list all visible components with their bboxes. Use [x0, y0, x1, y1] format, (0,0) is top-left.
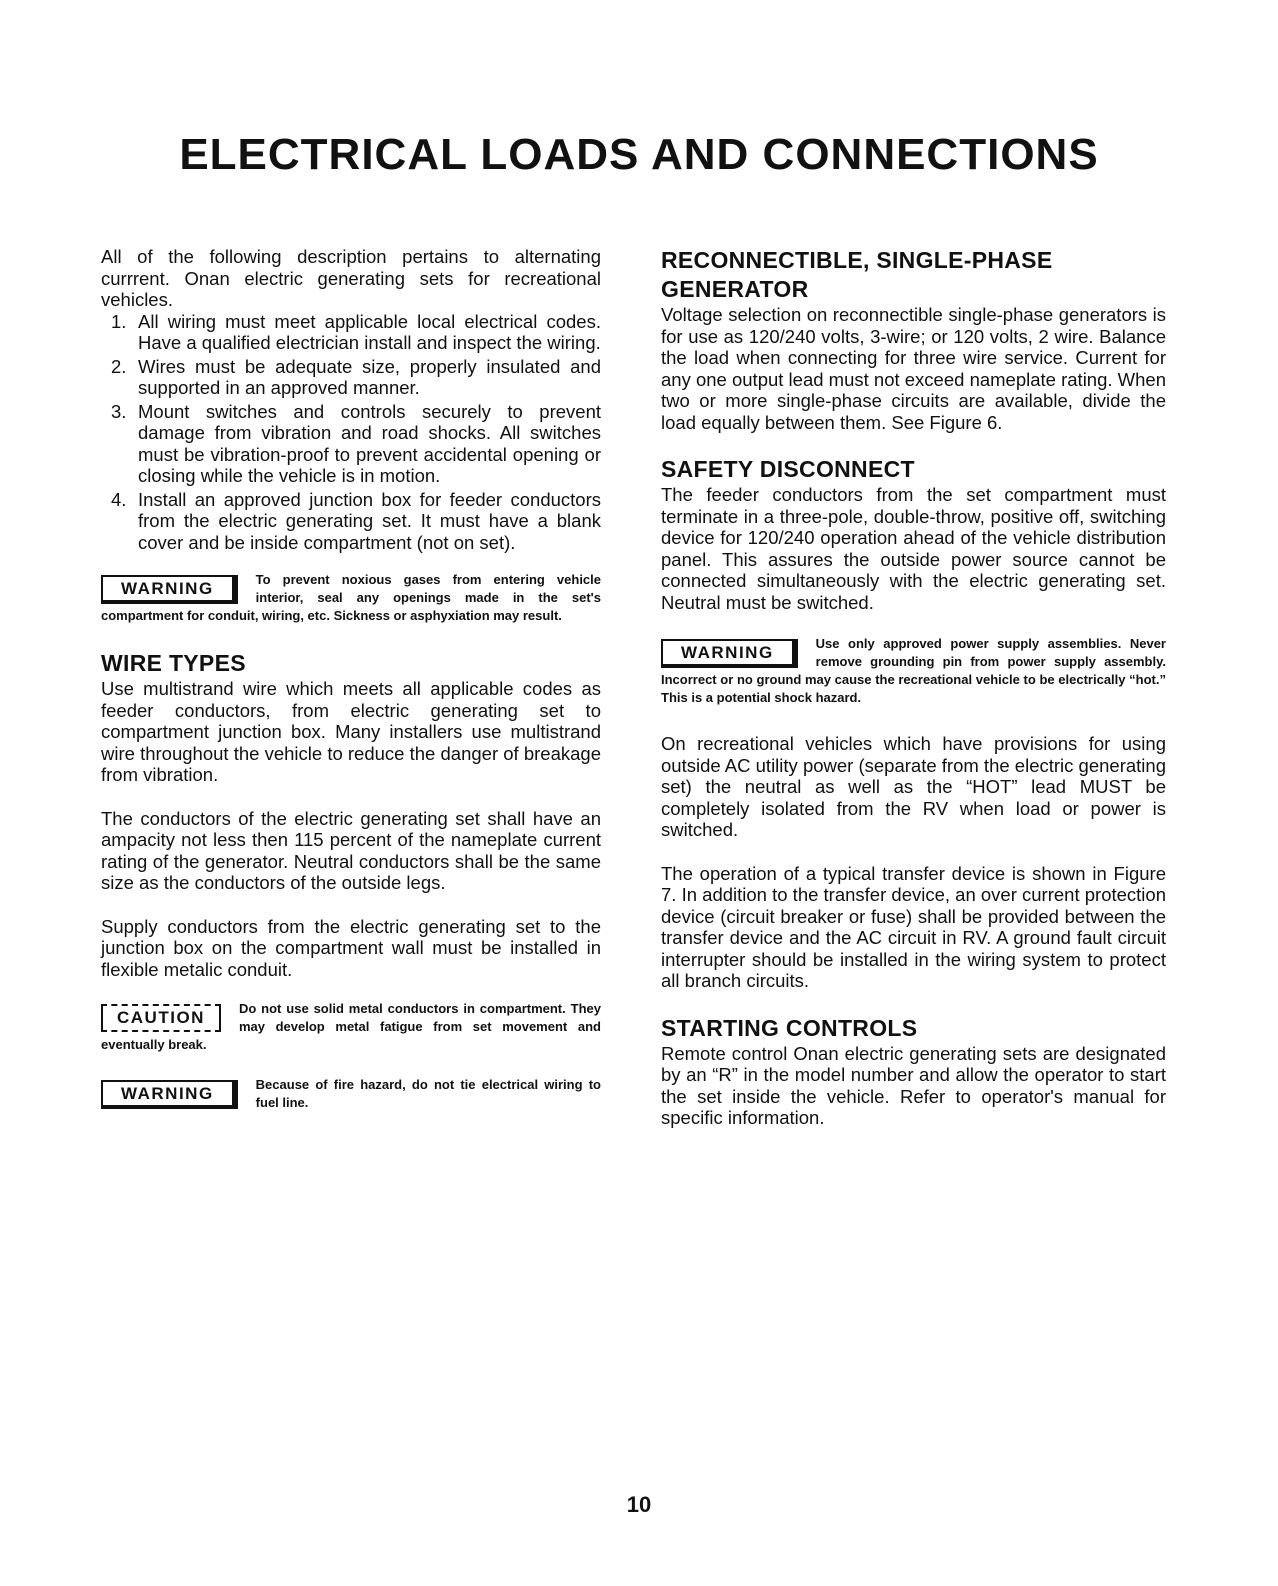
warning-text: Because of fire hazard, do not tie electrical wiring to fuel line.	[255, 1077, 601, 1110]
reconnectible-paragraph: Voltage selection on reconnectible single-phase generators is for use as 120/240 volts, 3-wire; or 120 volts, 2 wire. Balance the load when connecting for three wire service. Current for any one output lead must not exceed nameplate rating. When two or more single-phase circuits are available, divide the load equally between them. See Figure 6.	[661, 304, 1166, 433]
section-heading-wire-types: WIRE TYPES	[101, 650, 246, 676]
warning-notice-ground	[661, 635, 1166, 707]
warning-text: Use only approved power supply assemblies. Never remove grounding pin from power supply assembly. Incorrect or no ground may cause the recreational vehicle to be electrically “hot.” This is a potential shock hazard.	[661, 636, 1166, 705]
warning-badge: WARNING	[101, 1080, 238, 1109]
wire-types-paragraph: Use multistrand wire which meets all applicable codes as feeder conductors, from electric generating set to compartment junction box. Many installers use multistrand wire throughout the vehicle to reduce the danger of breakage from vibration.	[101, 678, 601, 785]
rv-power-paragraph: On recreational vehicles which have provisions for using outside AC utility power (separate from the electric generating set) the neutral as well as the “HOT” lead MUST be completely isolated from the RV when load or power is switched.	[661, 733, 1166, 840]
warning-notice-fire	[101, 1076, 601, 1112]
right-column	[661, 246, 1166, 1129]
caution-badge: CAUTION	[101, 1004, 221, 1032]
supply-conductors-paragraph: Supply conductors from the electric generating set to the junction box on the compartment wall must be installed in flexible metalic conduit.	[101, 915, 601, 980]
left-column	[101, 246, 601, 1112]
section-heading-reconnectible: RECONNECTIBLE, SINGLE-PHASE GENERATOR	[661, 247, 1053, 302]
starting-paragraph: Remote control Onan electric generating sets are designated by an “R” in the model number and allow the operator to start the set inside the vehicle. Refer to operator's manual for specific information.	[661, 1042, 1166, 1128]
list-item: 2. Wires must be adequate size, properly insulated and supported in an approved manner.	[111, 355, 601, 398]
warning-badge: WARNING	[101, 575, 238, 604]
section-heading-safety-disconnect: SAFETY DISCONNECT	[661, 456, 915, 482]
caution-text: Do not use solid metal conductors in compartment. They may develop metal fatigue from set movement and eventually break.	[101, 1001, 601, 1052]
transfer-device-paragraph: The operation of a typical transfer device is shown in Figure 7. In addition to the transfer device, an over current protection device (circuit breaker or fuse) shall be provided between the transfer device and the AC circuit in RV. A ground fault circuit interrupter should be installed in the wiring system to protect all branch circuits.	[661, 862, 1166, 991]
warning-badge: WARNING	[661, 639, 798, 668]
list-item: 4. Install an approved junction box for feeder conductors from the electric generating set. It must have a blank cover and be inside compartment (not on set).	[111, 488, 601, 553]
caution-notice	[101, 1000, 601, 1054]
conductors-paragraph: The conductors of the electric generating set shall have an ampacity not less then 115 percent of the nameplate current rating of the generator. Neutral conductors shall be the same size as the conductors of the outside legs.	[101, 807, 601, 893]
warning-notice-gases	[101, 571, 601, 625]
list-item: 3. Mount switches and controls securely to prevent damage from vibration and road shocks. All switches must be vibration-proof to prevent accidental opening or closing while the vehicle is in motion.	[111, 400, 601, 486]
requirements-list	[101, 311, 601, 554]
warning-text: To prevent noxious gases from entering vehicle interior, seal any openings made in the set's compartment for conduit, wiring, etc. Sickness or asphyxiation may result.	[101, 572, 601, 623]
intro-paragraph: All of the following description pertains to alternating currrent. Onan electric generating sets for recreational vehicles.	[101, 246, 601, 310]
safety-paragraph: The feeder conductors from the set compartment must terminate in a three-pole, double-throw, positive off, switching device for 120/240 operation ahead of the vehicle distribution panel. This assures the outside power source cannot be connected simultaneously with the electric generating set. Neutral must be switched.	[661, 484, 1166, 613]
list-item: 1. All wiring must meet applicable local electrical codes. Have a qualified electrician install and inspect the wiring.	[111, 310, 601, 353]
page-title: ELECTRICAL LOADS AND CONNECTIONS	[179, 130, 1099, 179]
section-heading-starting-controls: STARTING CONTROLS	[661, 1014, 918, 1041]
page-number: 10	[626, 1492, 652, 1517]
